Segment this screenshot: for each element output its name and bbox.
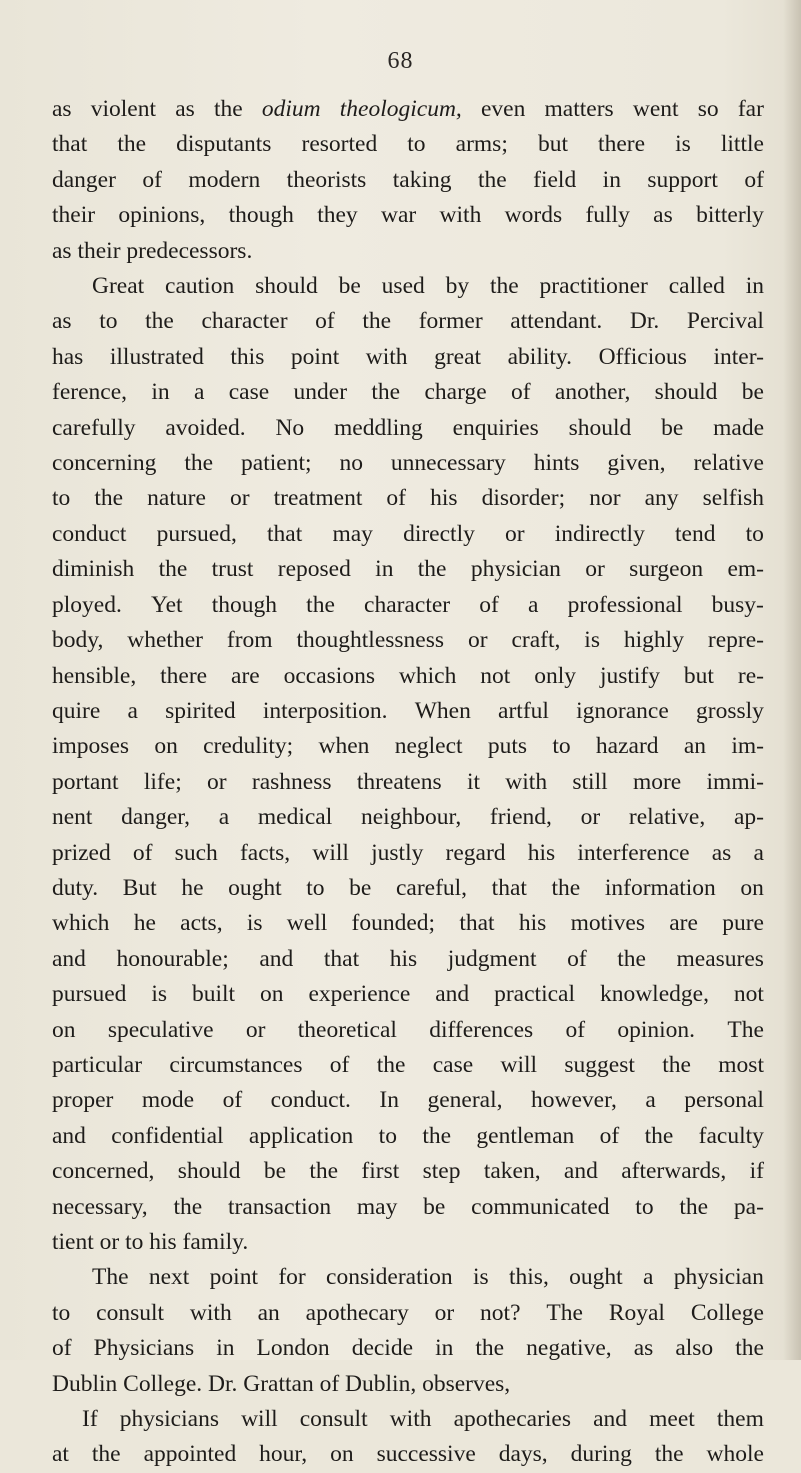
text-line-36: of Physicians in London decide in the negative, as also the xyxy=(52,1335,764,1362)
text-line-14: diminish the trust reposed in the physician or surgeon em- xyxy=(52,556,764,583)
text-line-39: at the appointed hour, on successive days, during the whole xyxy=(52,1441,764,1468)
text-line-13: conduct pursued, that may directly or indirectly tend to xyxy=(52,520,764,547)
text-line-11: concerning the patient; no unnecessary hints given, relative xyxy=(52,450,764,477)
body-text xyxy=(52,92,764,1473)
text-line-21: nent danger, a medical neighbour, friend, or relative, ap- xyxy=(52,804,764,831)
text-line-10: carefully avoided. No meddling enquiries should be made xyxy=(52,414,764,441)
text-line-4: their opinions, though they war with words fully as bitterly xyxy=(52,202,764,229)
text-line-37 xyxy=(52,1367,764,1402)
text-line-18: quire a spirited interposition. When artful ignorance grossly xyxy=(52,697,764,724)
text-line-12: to the nature or treatment of his disorder; nor any selfish xyxy=(52,485,764,512)
text-line-29: proper mode of conduct. In general, however, a personal xyxy=(52,1087,764,1114)
text-line-3: danger of modern theorists taking the field in support of xyxy=(52,166,764,193)
text-line-2: that the disputants resorted to arms; but there is little xyxy=(52,131,764,158)
text-line-38: If physicians will consult with apothecaries and meet them xyxy=(82,1406,764,1433)
text-line-34: The next point for consideration is this, ought a physician xyxy=(92,1264,764,1291)
text-line-1: as violent as the odium theologicum, even matters went so far xyxy=(52,96,764,122)
text-line-7: as to the character of the former attendant. Dr. Percival xyxy=(52,308,764,335)
text-line-6: Great caution should be used by the practitioner called in xyxy=(92,273,764,300)
text-line-15: ployed. Yet though the character of a professional busy- xyxy=(52,591,764,618)
page-number: 68 xyxy=(387,48,414,74)
text-line-33 xyxy=(52,1225,764,1260)
text-line-22: prized of such facts, will justly regard his interference as a xyxy=(52,839,764,866)
text-line-32: necessary, the transaction may be communicated to the pa- xyxy=(52,1193,764,1220)
text-line-31: concerned, should be the first step taken, and afterwards, if xyxy=(52,1158,764,1185)
text-line-8: has illustrated this point with great ability. Officious inter- xyxy=(52,343,764,370)
text-line-27: on speculative or theoretical differences of opinion. The xyxy=(52,1016,764,1043)
line-text: Dublin College. Dr. Grattan of Dublin, observes, xyxy=(52,1370,511,1397)
text-line-30: and confidential application to the gentleman of the faculty xyxy=(52,1122,764,1149)
line-text: tient or to his family. xyxy=(52,1229,249,1255)
text-line-19: imposes on credulity; when neglect puts to hazard an im- xyxy=(52,733,764,760)
page-edge-shadow xyxy=(783,0,801,1360)
text-line-16: body, whether from thoughtlessness or craft, is highly repre- xyxy=(52,627,764,654)
text-line-28: particular circumstances of the case will suggest the most xyxy=(52,1051,764,1078)
text-line-35: to consult with an apothecary or not? The Royal College xyxy=(52,1299,764,1326)
line-text: as their predecessors. xyxy=(52,237,253,264)
text-line-9: ference, in a case under the charge of another, should be xyxy=(52,379,764,406)
text-line-17: hensible, there are occasions which not only justify but re- xyxy=(52,662,764,689)
text-line-5 xyxy=(52,234,764,269)
text-line-24: which he acts, is well founded; that his motives are pure xyxy=(52,910,764,937)
text-line-20: portant life; or rashness threatens it with still more immi- xyxy=(52,768,764,795)
text-line-26: pursued is built on experience and practical knowledge, not xyxy=(52,981,764,1008)
text-line-25: and honourable; and that his judgment of the measures xyxy=(52,945,764,972)
text-line-23: duty. But he ought to be careful, that the information on xyxy=(52,874,764,901)
